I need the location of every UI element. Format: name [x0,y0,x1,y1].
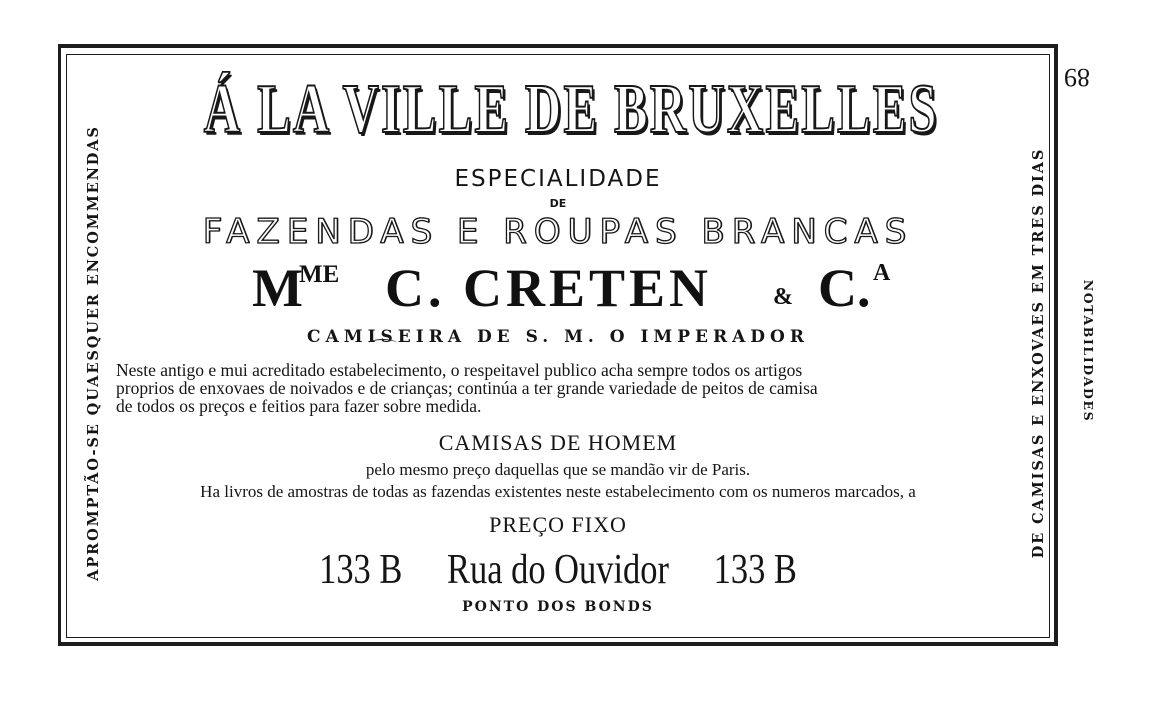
owner-title: M [252,258,303,318]
address-number-left: 133 B [319,547,403,593]
company-abbreviation: C. [818,258,871,318]
page-number: 89 [1064,63,1090,92]
address-number-right: 133 B [713,547,797,593]
owner-title-superscript: ME [299,261,340,288]
owner-line [0,257,1163,317]
tram-stop-note: PONTO DOS BONDS [462,599,654,615]
owner-ampersand: & [773,284,793,310]
description-line-3: de todos os preços e feitios para fazer sobre medida. [116,396,482,416]
tilde-mark [369,339,397,348]
margin-section-title: NOTABILIDADES [1081,279,1096,423]
samples-note: Ha livros de amostras de todas as fazendas existentes neste estabelecimento com os numeros marcados, a [200,482,916,501]
product-heading: CAMISAS DE HOMEM [438,430,678,455]
goods-heading: FAZENDAS E ROUPAS BRANCAS [202,212,914,252]
specialty-connector: DE [549,197,567,210]
specialty-heading: ESPECIALIDADE [454,166,662,192]
fixed-price-note: PREÇO FIXO [489,512,627,537]
description-line-2: proprios de enxovaes de noivados e de crianças; continúa a ter grande variedade de peitos de camisa [116,378,818,398]
shop-name: Á LA VILLE DE BRUXELLES [203,71,939,148]
address-street: Rua do Ouvidor [447,547,669,593]
right-vertical-notice: DE CAMISAS E ENXOVAES EM TRES DIAS [1030,147,1047,559]
description-paragraph [116,361,1019,415]
owner-name: C. CRETEN [385,258,713,318]
left-vertical-notice: APROMPTÃO-SE QUAESQUER ENCOMMENDAS [85,125,102,581]
address-line [155,546,962,594]
description-line-1: Neste antigo e mui acreditado estabelecimento, o respeitavel publico acha sempre todos os artigos [116,360,803,380]
company-superscript: A [873,260,891,286]
appointment-heading: CAMISEIRA DE S. M. O IMPERADOR [307,327,809,347]
paris-note: pelo mesmo preço daquellas que se mandão vir de Paris. [365,460,751,479]
